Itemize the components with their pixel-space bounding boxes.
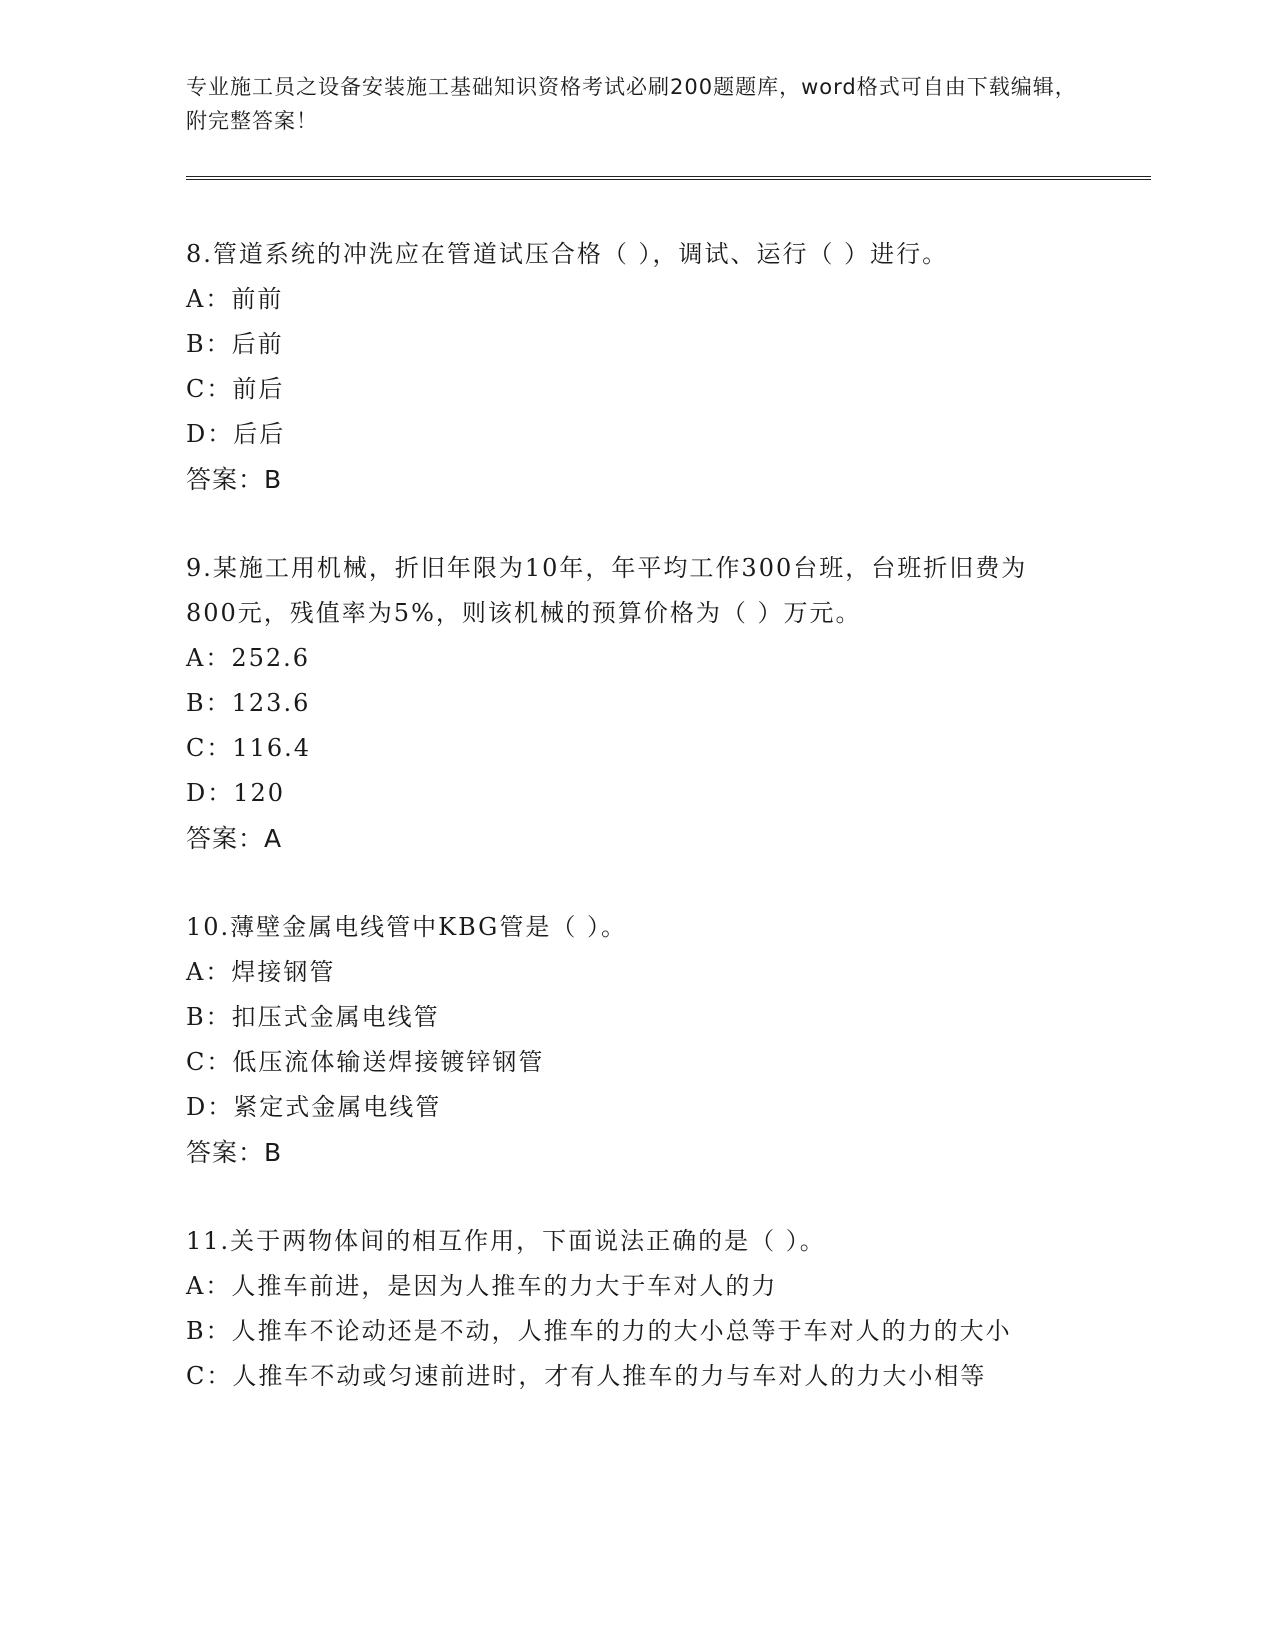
option-d: D：紧定式金属电线管	[186, 1093, 442, 1121]
option-c: C：人推车不动或匀速前进时，才有人推车的力与车对人的力大小相等	[186, 1362, 987, 1390]
question-stem: 9.某施工用机械，折旧年限为10年，年平均工作300台班，台班折旧费为800元，残值率为5%，则该机械的预算价格为（ ）万元。	[186, 554, 1028, 627]
option-d: D：120	[186, 779, 286, 807]
option-b: B：扣压式金属电线管	[186, 1003, 440, 1031]
question-stem: 8.管道系统的冲洗应在管道试压合格（ ），调试、运行（ ）进行。	[186, 240, 949, 268]
header-title: 专业施工员之设备安装施工基础知识资格考试必刷200题题库，word格式可自由下载编辑，附完整答案！	[186, 75, 1077, 133]
question-10	[186, 905, 1071, 1175]
option-a: A：前前	[186, 285, 284, 313]
answer-line: 答案：B	[186, 465, 283, 494]
option-c: C：前后	[186, 375, 285, 403]
option-b: B：123.6	[186, 689, 311, 717]
header-divider	[186, 176, 1151, 180]
option-a: A：焊接钢管	[186, 958, 336, 986]
question-stem: 10.薄壁金属电线管中KBG管是（ ）。	[186, 913, 627, 941]
option-c: C：低压流体输送焊接镀锌钢管	[186, 1048, 545, 1076]
option-b: B：后前	[186, 330, 284, 358]
option-a: A：252.6	[186, 644, 311, 672]
answer-line: 答案：B	[186, 1138, 283, 1167]
question-11	[186, 1219, 1071, 1399]
question-9	[186, 546, 1071, 861]
question-8	[186, 232, 1071, 502]
question-list	[186, 232, 1071, 1443]
option-c: C：116.4	[186, 734, 312, 762]
answer-line: 答案：A	[186, 824, 283, 853]
document-header	[186, 70, 1086, 138]
option-a: A：人推车前进，是因为人推车的力大于车对人的力	[186, 1272, 778, 1300]
question-stem: 11.关于两物体间的相互作用，下面说法正确的是（ ）。	[186, 1227, 826, 1255]
option-d: D：后后	[186, 420, 286, 448]
option-b: B：人推车不论动还是不动，人推车的力的大小总等于车对人的力的大小	[186, 1317, 1012, 1345]
